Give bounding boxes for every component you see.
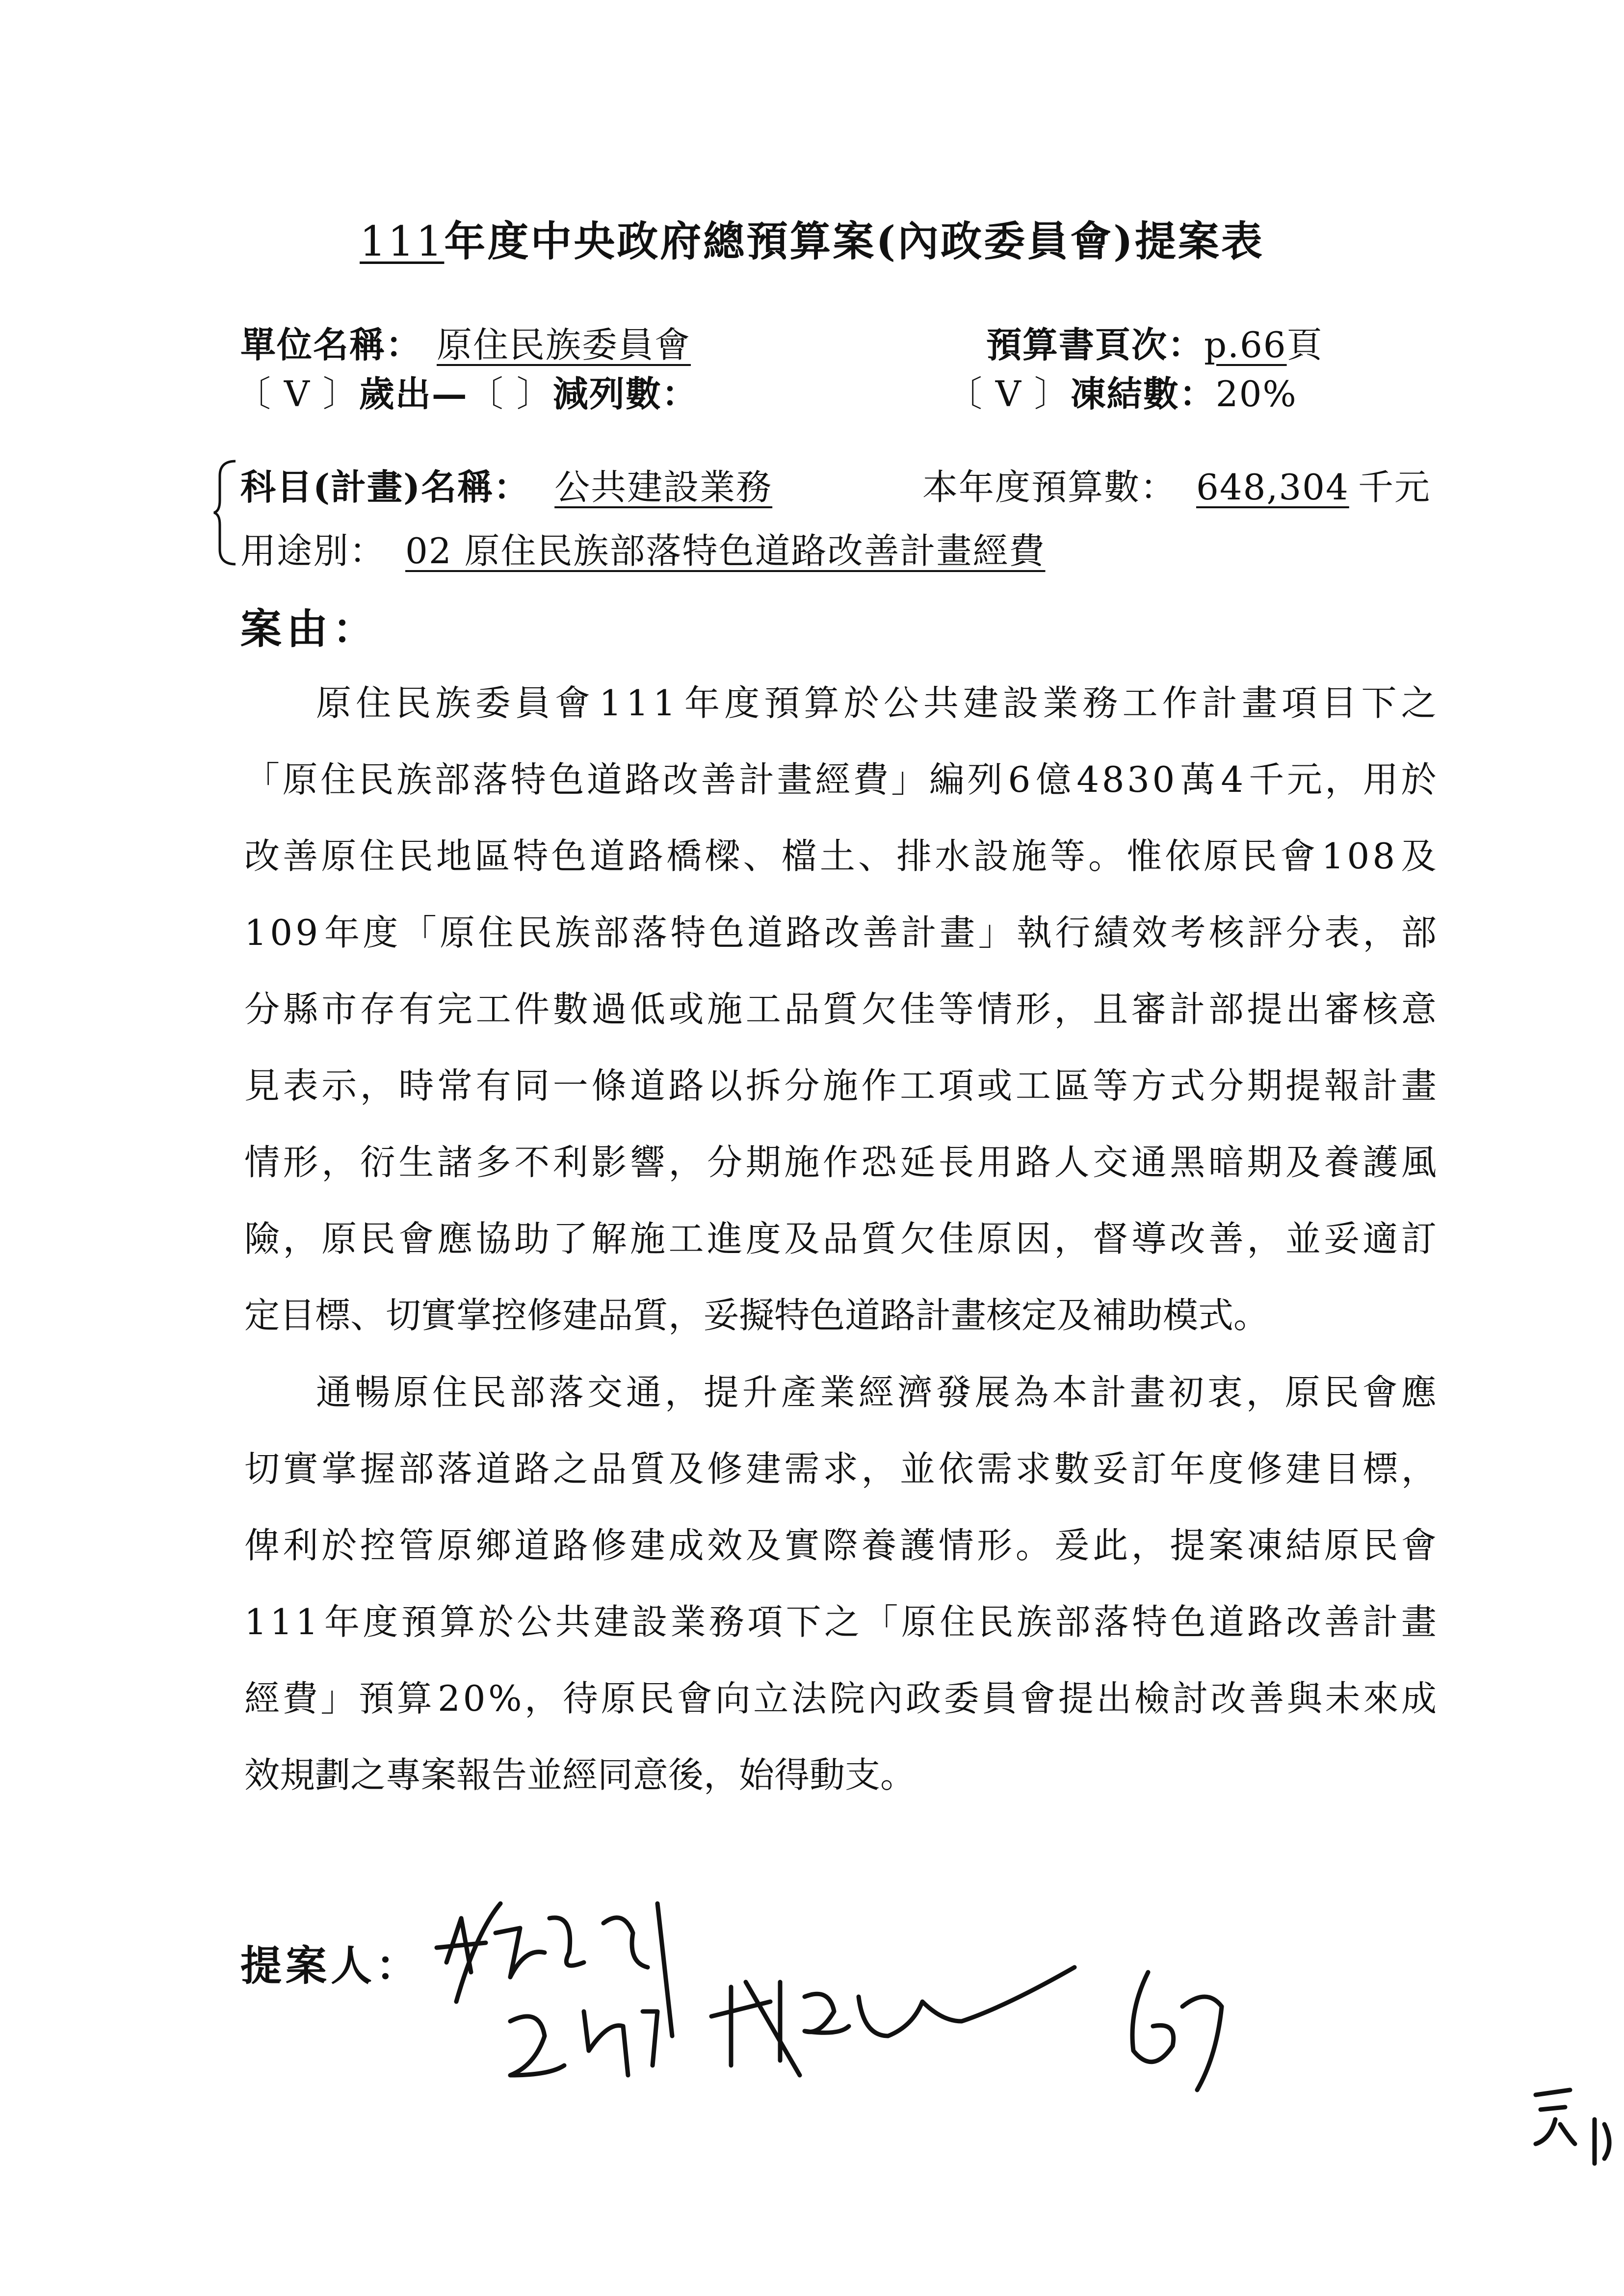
annual-budget-field (922, 459, 1431, 510)
paragraph-2 (244, 1354, 1437, 1813)
budget-page-label: 預算書頁次： (986, 324, 1205, 365)
freeze-label: 凍結數： (1070, 373, 1216, 415)
freeze-value: 20% (1215, 373, 1297, 415)
form-title (0, 209, 1624, 268)
paragraph-line: 效規劃之專案報告並經同意後，始得動支。 (244, 1754, 916, 1796)
budget-page-suffix: 頁 (1286, 324, 1323, 365)
unit-name-field (240, 316, 741, 367)
subject-field (240, 459, 814, 510)
title-year: 111 (360, 217, 445, 265)
paragraph-line: 切 實 掌 握 部 落 道 路 之 品 質 及 修 建 需 求 ， 並 依 需 求 數 妥 訂 年 度 修 建 目 標 ， (244, 1448, 1437, 1489)
expenditure-line (236, 365, 698, 417)
title-text: 年度中央政府總預算案(內政委員會)提案表 (444, 217, 1264, 265)
usage-value: 02 原住民族部落特色道路改善計畫經費 (405, 530, 1046, 572)
subject-value: 公共建設業務 (554, 467, 773, 508)
reduction-label: 減列數： (552, 373, 698, 415)
paragraph-line: 經 費 」 預 算 2 0 % ， 待 原 民 會 向 立 法 院 內 政 委 員 會 提 出 檢 討 改 善 與 未 來 成 (244, 1678, 1437, 1719)
usage-label: 用途別： (240, 530, 386, 572)
annual-budget-unit: 千元 (1358, 467, 1431, 508)
unit-name-value: 原住民族委員會 (437, 324, 691, 365)
expenditure-label: 歲出— (359, 373, 468, 415)
reason-label: 案由： (240, 604, 379, 653)
paragraph-line: 1 1 1 年 度 預 算 於 公 共 建 設 業 務 項 下 之 「 原 住 民 族 部 落 特 色 道 路 改 善 計 畫 (244, 1601, 1437, 1643)
paragraph-1 (244, 665, 1437, 1354)
paragraph-line: 情 形 ， 衍 生 諸 多 不 利 影 響 ， 分 期 施 作 恐 延 長 用 路 人 交 通 黑 暗 期 及 養 護 風 (244, 1142, 1437, 1183)
proposer-label: 提案人： (240, 1941, 421, 1990)
freeze-checkbox: 〔 V 〕 (947, 373, 1071, 415)
unit-name-label: 單位名稱： (240, 324, 422, 365)
subject-label: 科目(計畫)名稱： (240, 466, 530, 508)
annual-budget-label: 本年度預算數： (922, 467, 1177, 508)
paragraph-line: 定目標、切實掌控修建品質，妥擬特色道路計畫核定及補助模式。 (244, 1295, 1269, 1336)
reduction-checkbox: 〔 〕 (468, 373, 553, 415)
budget-page-field (986, 316, 1323, 367)
paragraph-line: 改 善 原 住 民 地 區 特 色 道 路 橋 樑 、 檔 土 、 排 水 設 施 等 。 惟 依 原 民 會 1 0 8 及 (244, 835, 1437, 877)
usage-field (240, 522, 1092, 574)
freeze-line (947, 365, 1297, 417)
annual-budget-value: 648,304 (1196, 467, 1349, 508)
paragraph-line: 俾 利 於 控 管 原 鄉 道 路 修 建 成 效 及 實 際 養 護 情 形 。 爰 此 ， 提 案 凍 結 原 民 會 (244, 1525, 1437, 1566)
paragraph-line: 「 原 住 民 族 部 落 特 色 道 路 改 善 計 畫 經 費 」 編 列 6 億 4 8 3 0 萬 4 千 元 ， 用 於 (244, 759, 1437, 800)
paragraph-line: 險 ， 原 民 會 應 協 助 了 解 施 工 進 度 及 品 質 欠 佳 原 因 ， 督 導 改 善 ， 並 妥 適 訂 (244, 1218, 1437, 1259)
handwritten-signatures (427, 1889, 1624, 2242)
paragraph-line: 通 暢 原 住 民 部 落 交 通 ， 提 升 產 業 經 濟 發 展 為 本 計 畫 初 衷 ， 原 民 會 應 (316, 1372, 1437, 1413)
paragraph-line: 原 住 民 族 委 員 會 1 1 1 年 度 預 算 於 公 共 建 設 業 務 工 作 計 畫 項 目 下 之 (316, 682, 1437, 724)
budget-page-value: p.66 (1204, 324, 1287, 365)
paragraph-line: 1 0 9 年 度 「 原 住 民 族 部 落 特 色 道 路 改 善 計 畫 」 執 行 績 效 考 核 評 分 表 ， 部 (244, 912, 1437, 953)
paragraph-line: 分 縣 市 存 有 完 工 件 數 過 低 或 施 工 品 質 欠 佳 等 情 形 ， 且 審 計 部 提 出 審 核 意 (244, 989, 1437, 1030)
paragraph-line: 見 表 示 ， 時 常 有 同 一 條 道 路 以 拆 分 施 作 工 項 或 工 區 等 方 式 分 期 提 報 計 畫 (244, 1065, 1437, 1106)
expenditure-checkbox: 〔 V 〕 (236, 373, 359, 415)
left-brace (211, 456, 240, 569)
